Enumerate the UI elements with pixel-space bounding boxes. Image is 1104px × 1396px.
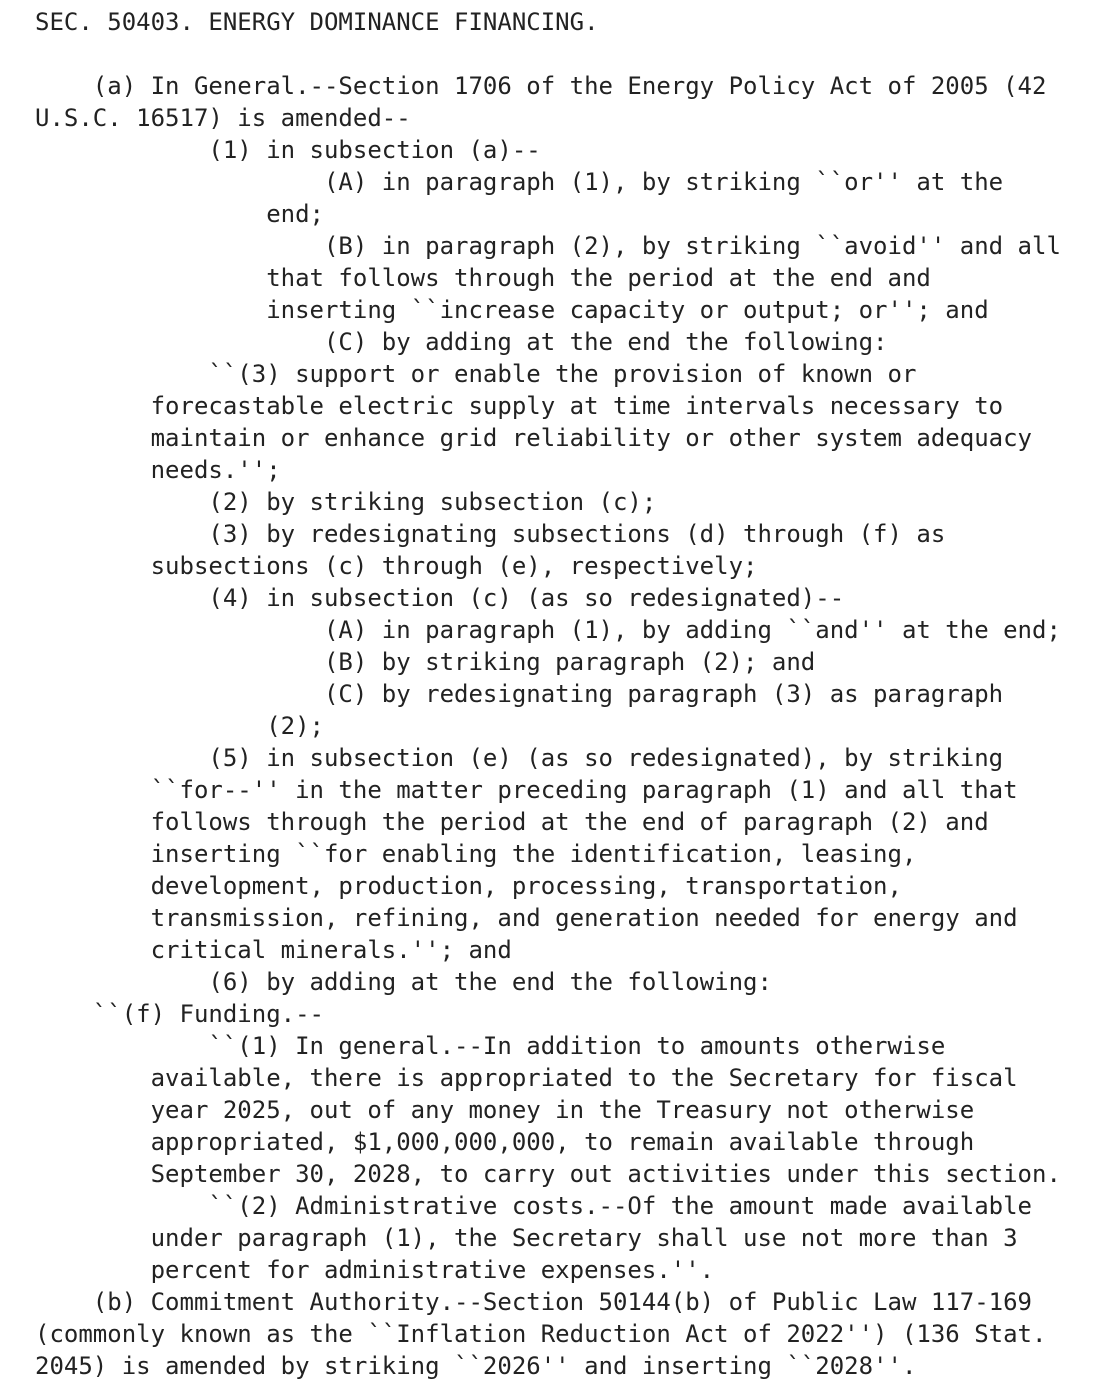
text-line: 2045) is amended by striking ``2026'' and inserting ``2028''. [35,1352,917,1380]
text-line: (2); [35,712,324,740]
text-line: maintain or enhance grid reliability or other system adequacy [35,424,1032,452]
text-line: ``(1) In general.--In addition to amounts otherwise [35,1032,946,1060]
text-line: (B) by striking paragraph (2); and [35,648,816,676]
text-line: (C) by redesignating paragraph (3) as paragraph [35,680,1004,708]
text-line: (5) in subsection (e) (as so redesignated), by striking [35,744,1004,772]
text-line: ``for--'' in the matter preceding paragraph (1) and all that [35,776,1018,804]
text-line: (C) by adding at the end the following: [35,328,888,356]
text-line: forecastable electric supply at time intervals necessary to [35,392,1004,420]
text-line: (a) In General.--Section 1706 of the Energy Policy Act of 2005 (42 [35,72,1047,100]
text-line: ``(f) Funding.-- [35,1000,324,1028]
text-line: development, production, processing, transportation, [35,872,902,900]
section-heading: SEC. 50403. ENERGY DOMINANCE FINANCING. [35,8,599,36]
blank-line [35,38,1061,70]
text-line: (3) by redesignating subsections (d) through (f) as [35,520,946,548]
text-line: (2) by striking subsection (c); [35,488,657,516]
document-text [35,6,1061,1382]
text-line: needs.''; [35,456,281,484]
text-line: ``(2) Administrative costs.--Of the amount made available [35,1192,1032,1220]
text-line: transmission, refining, and generation needed for energy and [35,904,1018,932]
text-line: (1) in subsection (a)-- [35,136,541,164]
text-line: (B) in paragraph (2), by striking ``avoid'' and all [35,232,1061,260]
text-line: follows through the period at the end of paragraph (2) and [35,808,989,836]
text-line: (6) by adding at the end the following: [35,968,772,996]
text-line: (A) in paragraph (1), by striking ``or'' at the [35,168,1004,196]
text-line: inserting ``for enabling the identification, leasing, [35,840,917,868]
text-line: subsections (c) through (e), respectively; [35,552,758,580]
text-line: critical minerals.''; and [35,936,512,964]
text-line: (b) Commitment Authority.--Section 50144(b) of Public Law 117-169 [35,1288,1032,1316]
text-line: under paragraph (1), the Secretary shall use not more than 3 [35,1224,1018,1252]
text-line: appropriated, $1,000,000,000, to remain available through [35,1128,975,1156]
text-line: inserting ``increase capacity or output; or''; and [35,296,989,324]
text-line: year 2025, out of any money in the Treasury not otherwise [35,1096,975,1124]
text-line: (4) in subsection (c) (as so redesignated)-- [35,584,845,612]
text-line: U.S.C. 16517) is amended-- [35,104,411,132]
text-line: percent for administrative expenses.''. [35,1256,715,1284]
text-line: (commonly known as the ``Inflation Reduction Act of 2022'') (136 Stat. [35,1320,1047,1348]
text-line: end; [35,200,324,228]
text-line: available, there is appropriated to the Secretary for fiscal [35,1064,1018,1092]
text-line: September 30, 2028, to carry out activities under this section. [35,1160,1061,1188]
text-line: that follows through the period at the end and [35,264,931,292]
text-line: (A) in paragraph (1), by adding ``and'' at the end; [35,616,1061,644]
text-line: ``(3) support or enable the provision of known or [35,360,917,388]
